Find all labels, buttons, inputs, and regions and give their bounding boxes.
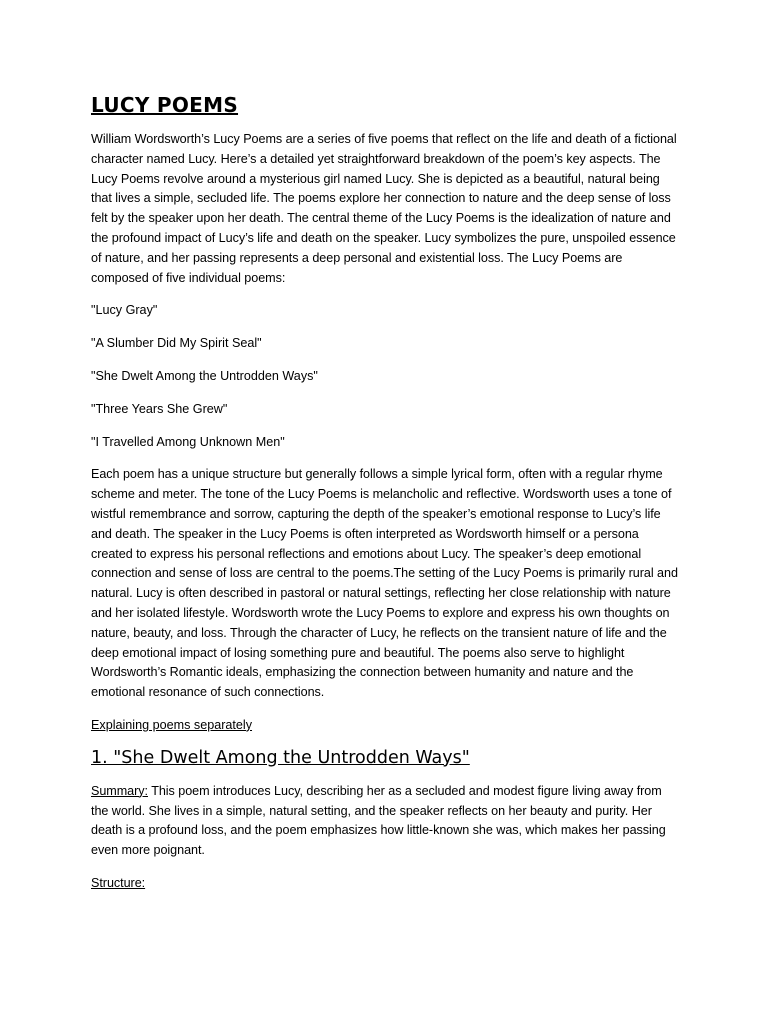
poem-list-item: "She Dwelt Among the Untrodden Ways"	[91, 368, 318, 383]
body-paragraph: Each poem has a unique structure but generally follows a simple lyrical form, often with a regular rhyme scheme and meter. The tone of the Lucy Poems is melancholic and reflective. Wordsworth uses a tone of wistful remembrance and sorrow, capturing the depth of the speaker’s emotional response to Lucy’s life and death. The speaker in the Lucy Poems is often interpreted as Wordsworth himself or a persona created to express his personal reflections and emotions about Lucy. The speaker’s deep emotional connection and sense of loss are central to the poems.The setting of the Lucy Poems is primarily rural and natural. Lucy is often described in pastoral or natural settings, reflecting her close relationship with nature and her isolated lifestyle. Wordsworth wrote the Lucy Poems to explore and express his own thoughts on nature, beauty, and loss. Through the character of Lucy, he reflects on the transient nature of life and the deep emotional impact of losing something pure and beautiful. The poems also serve to highlight Wordsworth’s Romantic ideals, emphasizing the connection between humanity and nature and the emotional resonance of such connections.	[91, 467, 678, 700]
intro-paragraph: William Wordsworth’s Lucy Poems are a series of five poems that reflect on the life and death of a fictional character named Lucy. Here’s a detailed yet straightforward breakdown of the poem’s key aspects. The Lucy Poems revolve around a mysterious girl named Lucy. She is depicted as a beautiful, natural being that lives a simple, secluded life. The poems explore her connection to nature and the deep sense of loss felt by the speaker upon her death. The central theme of the Lucy Poems is the idealization of nature and the profound impact of Lucy’s life and death on the speaker. Lucy symbolizes the pure, unspoiled essence of nature, and her passing represents a deep personal and existential loss. The Lucy Poems are composed of five individual poems:	[91, 132, 677, 285]
section-heading-she-dwelt: 1. "She Dwelt Among the Untrodden Ways"	[91, 747, 470, 768]
poem-list-item: "A Slumber Did My Spirit Seal"	[91, 336, 262, 351]
poem-list-item: "I Travelled Among Unknown Men"	[91, 434, 285, 449]
document-title: LUCY POEMS	[91, 93, 239, 117]
summary-paragraph	[91, 782, 681, 861]
explaining-heading: Explaining poems separately	[91, 717, 253, 732]
document-page	[91, 92, 681, 907]
poem-list-item: "Lucy Gray"	[91, 303, 158, 318]
summary-text: This poem introduces Lucy, describing her as a secluded and modest figure living away from the world. She lives in a simple, natural setting, and the speaker reflects on her beauty and purity. Her death is a profound loss, and the poem emphasizes how little-known she was, which makes her passing even more poignant.	[91, 783, 666, 858]
structure-paragraph	[91, 874, 681, 894]
structure-label: Structure:	[91, 875, 146, 890]
summary-label: Summary:	[91, 783, 148, 798]
poem-list-item: "Three Years She Grew"	[91, 401, 228, 416]
